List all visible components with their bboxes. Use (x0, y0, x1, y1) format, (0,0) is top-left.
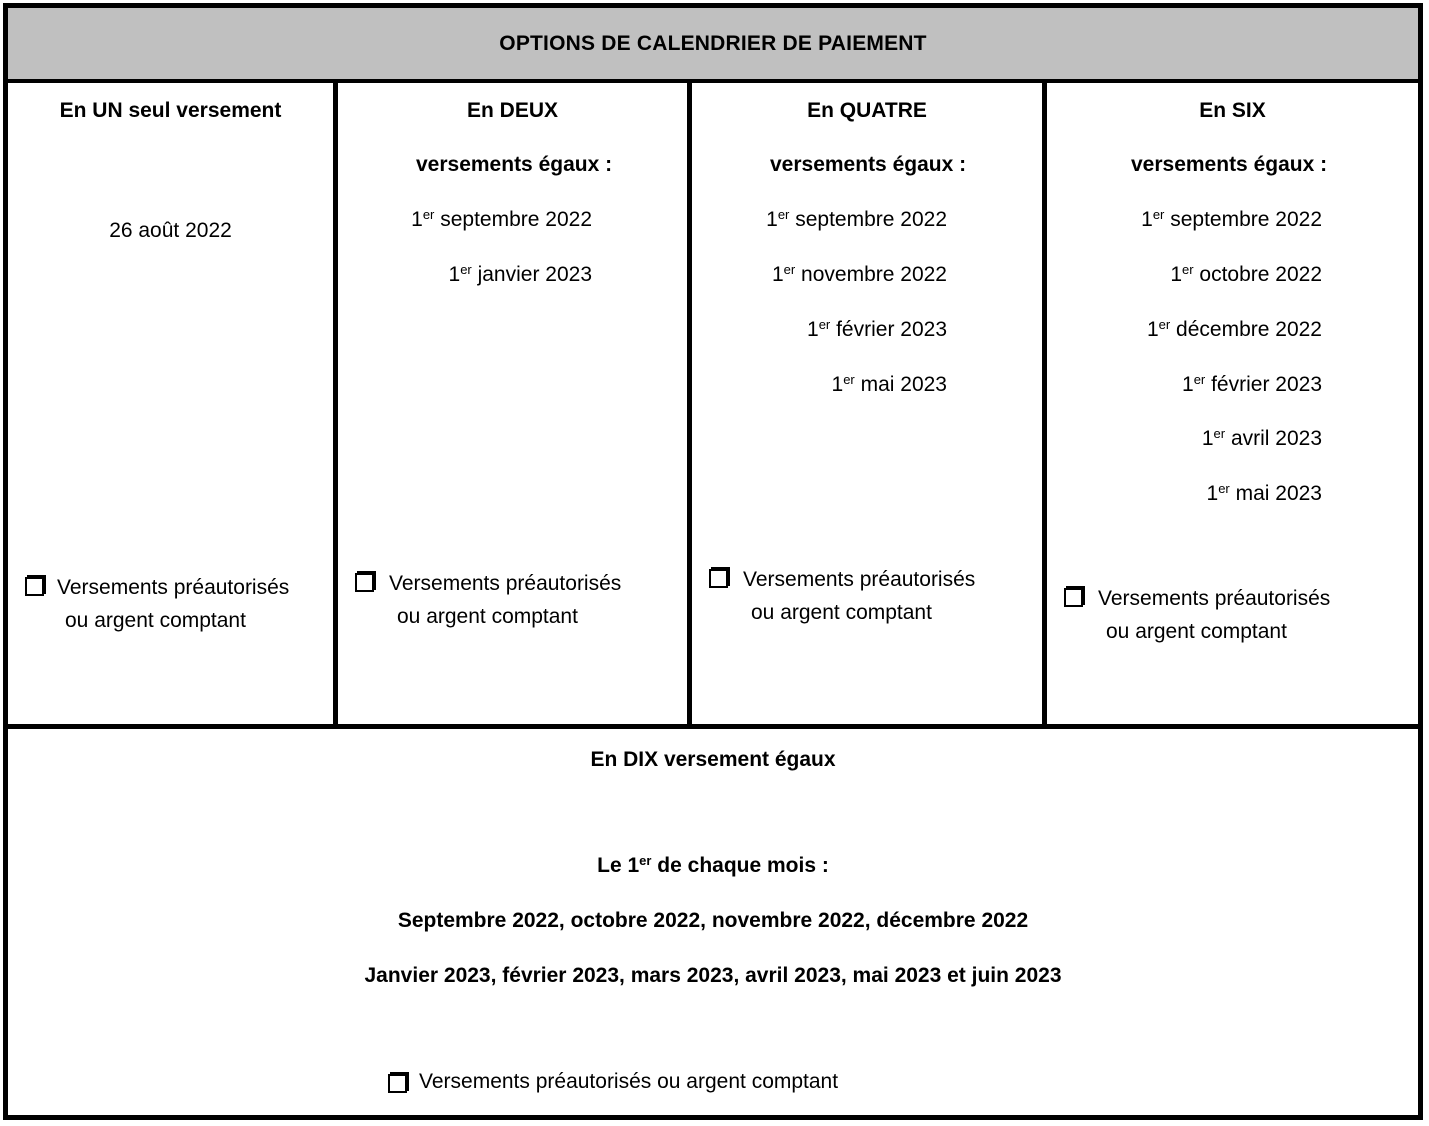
column-heading: En SIX (1199, 99, 1266, 122)
table-title: OPTIONS DE CALENDRIER DE PAIEMENT (499, 31, 927, 55)
payment-date: 1er février 2023 (1182, 372, 1322, 396)
payment-date: 1er novembre 2022 (771, 262, 947, 286)
option-label: Versements préautorisés (743, 568, 976, 591)
checkbox-icon[interactable] (709, 569, 728, 588)
column-subheading: versements égaux : (416, 153, 613, 176)
option-two-payments (338, 83, 687, 726)
payment-date: 26 août 2022 (109, 219, 232, 242)
option-one-payment (8, 83, 333, 726)
option-six-payments (1047, 83, 1418, 726)
option-label: Versements préautorisés ou argent comptant (419, 1070, 839, 1093)
checkbox-icon[interactable] (1064, 588, 1083, 607)
option-label: ou argent comptant (1106, 620, 1287, 643)
option-ten-payments (8, 729, 1418, 1115)
payment-date: 1er septembre 2022 (1141, 207, 1322, 231)
payment-date: 1er mai 2023 (831, 372, 947, 396)
payment-date: 1er octobre 2022 (1170, 262, 1322, 286)
column-subheading: versements égaux : (1131, 153, 1328, 176)
column-heading: En UN seul versement (59, 99, 282, 122)
payment-schedule-table (3, 3, 1423, 1120)
payment-date: 1er décembre 2022 (1146, 317, 1322, 341)
option-four-payments (692, 83, 1042, 726)
table-header (8, 8, 1418, 83)
months-line-1: Septembre 2022, octobre 2022, novembre 2022, décembre 2022 (397, 909, 1029, 932)
option-label: Versements préautorisés (389, 572, 622, 595)
option-label: Versements préautorisés (1098, 587, 1331, 610)
column-heading: En QUATRE (807, 99, 927, 122)
payment-date: 1er septembre 2022 (766, 207, 947, 231)
checkbox-icon[interactable] (25, 577, 44, 596)
option-label: ou argent comptant (751, 601, 932, 624)
checkbox-icon[interactable] (388, 1074, 407, 1093)
monthly-lead: Le 1er de chaque mois : (597, 853, 829, 877)
months-line-2: Janvier 2023, février 2023, mars 2023, avril 2023, mai 2023 et juin 2023 (364, 964, 1062, 987)
column-subheading: versements égaux : (770, 153, 967, 176)
payment-date: 1er janvier 2023 (448, 262, 592, 286)
row-heading: En DIX versement égaux (590, 748, 836, 771)
payment-date: 1er septembre 2022 (411, 207, 592, 231)
column-heading: En DEUX (466, 99, 558, 122)
checkbox-icon[interactable] (355, 573, 374, 592)
option-label: ou argent comptant (397, 605, 578, 628)
payment-date: 1er mai 2023 (1206, 481, 1322, 505)
option-label: Versements préautorisés (57, 576, 290, 599)
payment-date: 1er avril 2023 (1201, 426, 1322, 450)
option-label: ou argent comptant (65, 609, 246, 632)
payment-date: 1er février 2023 (807, 317, 947, 341)
